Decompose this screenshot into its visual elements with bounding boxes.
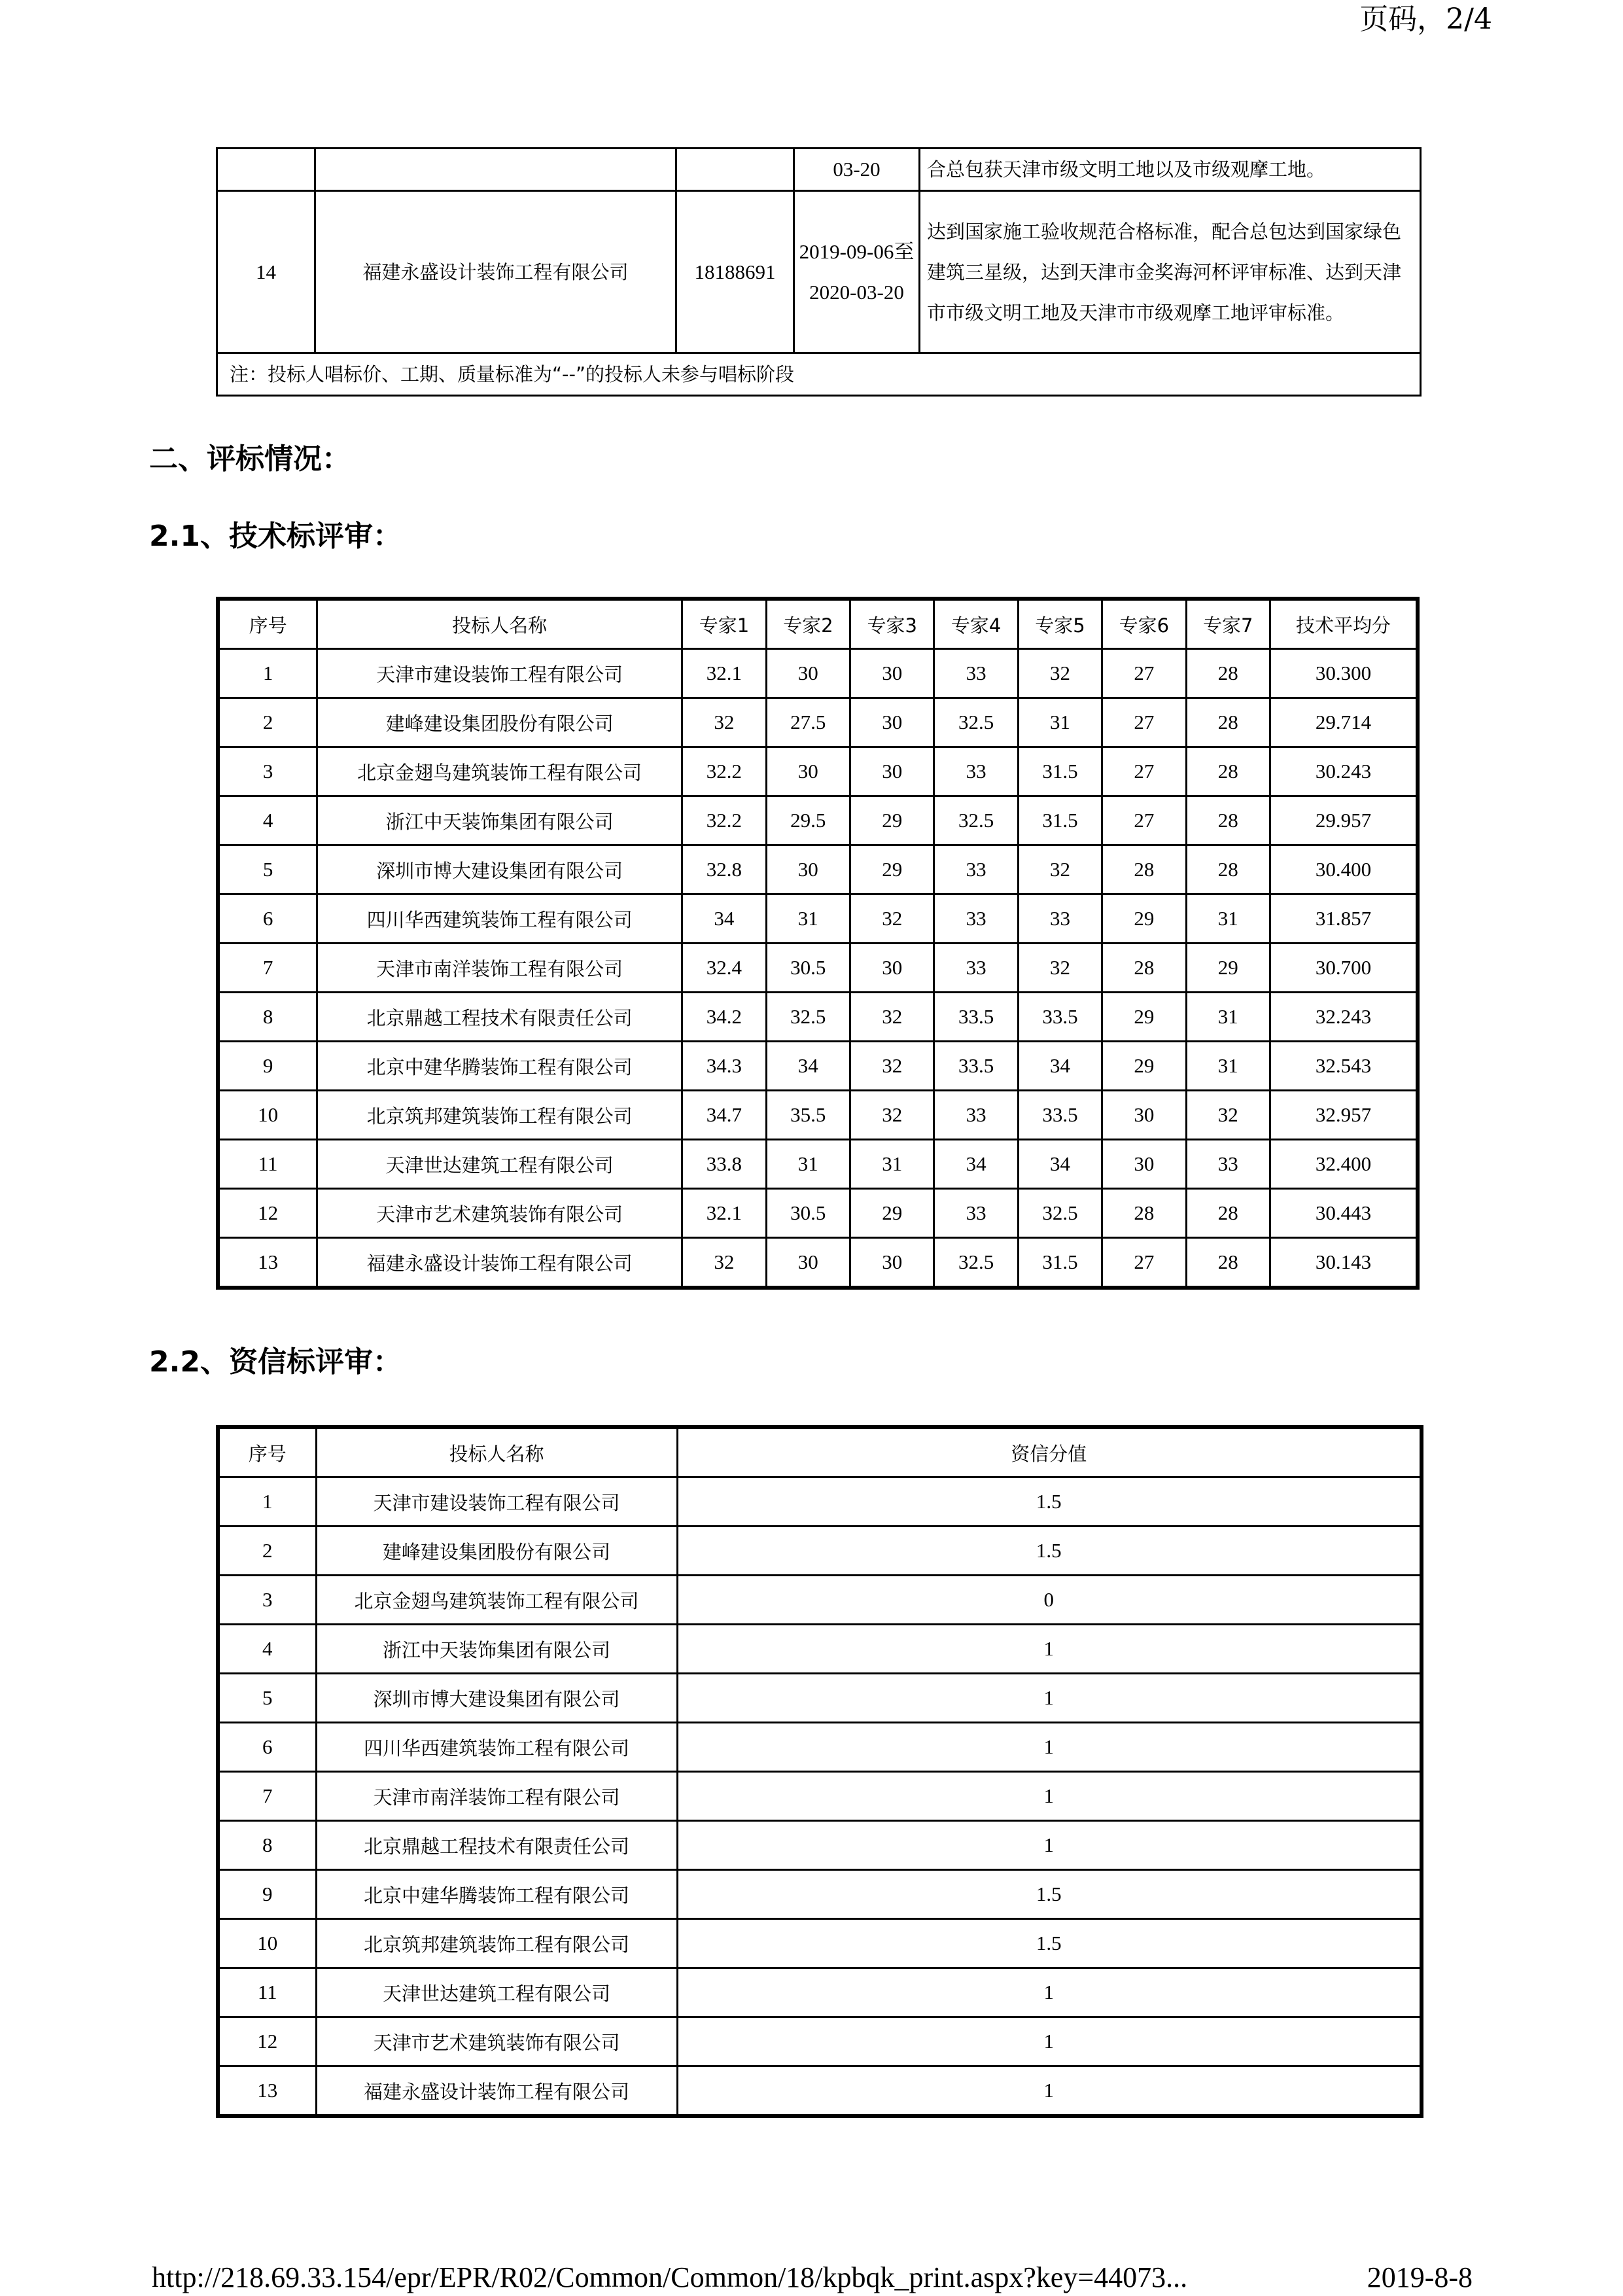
- table-row: [218, 1870, 1422, 1919]
- section-heading-evaluation: 二、评标情况：: [149, 442, 351, 476]
- score-cell: 31.5: [1018, 796, 1102, 845]
- row-index-cell: 7: [218, 1772, 316, 1821]
- score-cell: 28: [1186, 1189, 1270, 1238]
- header-cell: 序号: [218, 1427, 316, 1477]
- row-index-cell: 13: [218, 1238, 317, 1288]
- bidder-name-cell: 北京筑邦建筑装饰工程有限公司: [317, 1091, 682, 1140]
- score-cell: 31: [766, 894, 850, 944]
- score-cell: 31: [1186, 1042, 1270, 1091]
- bidder-name-cell: 天津世达建筑工程有限公司: [316, 1968, 677, 2017]
- score-cell: 32.543: [1270, 1042, 1418, 1091]
- score-cell: 33: [1186, 1140, 1270, 1189]
- bid-period-cell: 2019-09-06至2020-03-20: [794, 191, 920, 353]
- score-cell: 32: [1018, 944, 1102, 993]
- score-cell: 29: [1186, 944, 1270, 993]
- table-row: [218, 1140, 1418, 1189]
- header-cell: 专家4: [934, 599, 1018, 649]
- row-index-cell: 12: [218, 2017, 316, 2066]
- table-row: [218, 698, 1418, 747]
- table-row: [218, 2017, 1422, 2066]
- score-cell: 32: [850, 1091, 934, 1140]
- score-cell: 1: [677, 1723, 1422, 1772]
- bidder-name-cell: 北京金翅鸟建筑装饰工程有限公司: [317, 747, 682, 796]
- score-cell: 32: [850, 894, 934, 944]
- score-cell: 32.1: [682, 649, 766, 698]
- score-cell: 32.2: [682, 747, 766, 796]
- section-heading-credential-review: 2.2、资信标评审：: [149, 1345, 402, 1379]
- score-cell: 33.5: [934, 993, 1018, 1042]
- score-cell: 1: [677, 1772, 1422, 1821]
- table-row: [218, 1625, 1422, 1674]
- score-cell: 30.243: [1270, 747, 1418, 796]
- credential-score-table: [216, 1425, 1423, 2118]
- table-row: [218, 1091, 1418, 1140]
- bidder-name-cell: 天津市艺术建筑装饰有限公司: [316, 2017, 677, 2066]
- score-cell: 1.5: [677, 1919, 1422, 1968]
- table-cell: [315, 149, 676, 191]
- table-row: [218, 1477, 1422, 1527]
- score-cell: 31: [1018, 698, 1102, 747]
- table-row: [218, 747, 1418, 796]
- score-cell: 32.2: [682, 796, 766, 845]
- score-cell: 33.5: [1018, 1091, 1102, 1140]
- score-cell: 30.443: [1270, 1189, 1418, 1238]
- score-cell: 30.5: [766, 944, 850, 993]
- score-cell: 31: [850, 1140, 934, 1189]
- score-cell: 32.5: [934, 698, 1018, 747]
- score-cell: 1.5: [677, 1527, 1422, 1576]
- score-cell: 30: [1102, 1091, 1186, 1140]
- table-row: [218, 1919, 1422, 1968]
- score-cell: 32.8: [682, 845, 766, 894]
- score-cell: 29.957: [1270, 796, 1418, 845]
- bidder-name-cell: 北京金翅鸟建筑装饰工程有限公司: [316, 1576, 677, 1625]
- table-cell: [676, 149, 794, 191]
- page-number: 页码，2/4: [1359, 3, 1492, 36]
- bidder-name-cell: 四川华西建筑装饰工程有限公司: [316, 1723, 677, 1772]
- table-row: [218, 1674, 1422, 1723]
- table-row: [218, 1042, 1418, 1091]
- bidder-name-cell: 北京中建华腾装饰工程有限公司: [316, 1870, 677, 1919]
- row-index-cell: 10: [218, 1919, 316, 1968]
- score-cell: 28: [1102, 1189, 1186, 1238]
- score-cell: 34: [1018, 1042, 1102, 1091]
- technical-score-table: [216, 597, 1420, 1290]
- table-row: [218, 1238, 1418, 1288]
- score-cell: 29.5: [766, 796, 850, 845]
- table-row: [218, 649, 1418, 698]
- quality-standard-cell: 合总包获天津市级文明工地以及市级观摩工地。: [920, 149, 1421, 191]
- table-row: [218, 845, 1418, 894]
- score-cell: 27: [1102, 1238, 1186, 1288]
- bidder-name-cell: 福建永盛设计装饰工程有限公司: [316, 2066, 677, 2117]
- row-index-cell: 14: [217, 191, 315, 353]
- score-cell: 34: [682, 894, 766, 944]
- table-row: [218, 1189, 1418, 1238]
- section-heading-technical-review: 2.1、技术标评审：: [149, 520, 402, 553]
- table-row: [218, 894, 1418, 944]
- score-cell: 32.5: [934, 796, 1018, 845]
- table-row: [218, 1527, 1422, 1576]
- score-cell: 30: [850, 649, 934, 698]
- score-cell: 29.714: [1270, 698, 1418, 747]
- bidder-name-cell: 天津市建设装饰工程有限公司: [317, 649, 682, 698]
- score-cell: 28: [1186, 845, 1270, 894]
- score-cell: 30.143: [1270, 1238, 1418, 1288]
- score-cell: 32.5: [1018, 1189, 1102, 1238]
- row-index-cell: 8: [218, 993, 317, 1042]
- score-cell: 28: [1102, 845, 1186, 894]
- row-index-cell: 2: [218, 1527, 316, 1576]
- score-cell: 34.7: [682, 1091, 766, 1140]
- score-cell: 1: [677, 2066, 1422, 2117]
- score-cell: 30.700: [1270, 944, 1418, 993]
- bidder-name-cell: 天津市艺术建筑装饰有限公司: [317, 1189, 682, 1238]
- table-row: [218, 1772, 1422, 1821]
- score-cell: 32: [1186, 1091, 1270, 1140]
- bid-price-cell: 18188691: [676, 191, 794, 353]
- table-row: [218, 1723, 1422, 1772]
- score-cell: 1: [677, 1674, 1422, 1723]
- table-row: [217, 149, 1421, 191]
- header-cell: 技术平均分: [1270, 599, 1418, 649]
- score-cell: 28: [1186, 1238, 1270, 1288]
- bidder-name-cell: 浙江中天装饰集团有限公司: [316, 1625, 677, 1674]
- score-cell: 33.8: [682, 1140, 766, 1189]
- header-cell: 专家7: [1186, 599, 1270, 649]
- score-cell: 30: [850, 747, 934, 796]
- footer-date: 2019-8-8: [1367, 2261, 1473, 2293]
- score-cell: 27: [1102, 649, 1186, 698]
- score-cell: 30: [766, 649, 850, 698]
- bid-opening-table-continued: [216, 147, 1422, 397]
- row-index-cell: 3: [218, 747, 317, 796]
- score-cell: 33: [934, 845, 1018, 894]
- header-cell: 序号: [218, 599, 317, 649]
- row-index-cell: 8: [218, 1821, 316, 1870]
- score-cell: 34: [1018, 1140, 1102, 1189]
- score-cell: 34.2: [682, 993, 766, 1042]
- score-cell: 27: [1102, 698, 1186, 747]
- score-cell: 33: [934, 649, 1018, 698]
- row-index-cell: 10: [218, 1091, 317, 1140]
- row-index-cell: 7: [218, 944, 317, 993]
- score-cell: 28: [1102, 944, 1186, 993]
- bidder-name-cell: 四川华西建筑装饰工程有限公司: [317, 894, 682, 944]
- table-note: 注：投标人唱标价、工期、质量标准为“--”的投标人未参与唱标阶段: [217, 353, 1421, 396]
- score-cell: 32: [682, 698, 766, 747]
- score-cell: 27: [1102, 796, 1186, 845]
- header-cell: 专家1: [682, 599, 766, 649]
- score-cell: 1: [677, 1968, 1422, 2017]
- row-index-cell: 3: [218, 1576, 316, 1625]
- score-cell: 29: [1102, 1042, 1186, 1091]
- score-cell: 30.300: [1270, 649, 1418, 698]
- score-cell: 28: [1186, 747, 1270, 796]
- score-cell: 32: [1018, 649, 1102, 698]
- header-cell: 专家6: [1102, 599, 1186, 649]
- header-cell: 资信分值: [677, 1427, 1422, 1477]
- bidder-name-cell: 天津市南洋装饰工程有限公司: [316, 1772, 677, 1821]
- score-cell: 30: [850, 1238, 934, 1288]
- score-cell: 32.957: [1270, 1091, 1418, 1140]
- score-cell: 31: [1186, 993, 1270, 1042]
- row-index-cell: 9: [218, 1042, 317, 1091]
- score-cell: 30: [850, 698, 934, 747]
- row-index-cell: 11: [218, 1140, 317, 1189]
- score-cell: 30: [1102, 1140, 1186, 1189]
- score-cell: 31: [766, 1140, 850, 1189]
- score-cell: 32: [1018, 845, 1102, 894]
- row-index-cell: 12: [218, 1189, 317, 1238]
- score-cell: 30: [766, 747, 850, 796]
- score-cell: 31: [1186, 894, 1270, 944]
- row-index-cell: 13: [218, 2066, 316, 2117]
- table-row: [218, 1821, 1422, 1870]
- score-cell: 30.5: [766, 1189, 850, 1238]
- header-cell: 投标人名称: [317, 599, 682, 649]
- bidder-name-cell: 深圳市博大建设集团有限公司: [317, 845, 682, 894]
- score-cell: 33.5: [934, 1042, 1018, 1091]
- bidder-name-cell: 北京中建华腾装饰工程有限公司: [317, 1042, 682, 1091]
- header-cell: 投标人名称: [316, 1427, 677, 1477]
- score-cell: 29: [850, 845, 934, 894]
- score-cell: 32.4: [682, 944, 766, 993]
- score-cell: 31.5: [1018, 1238, 1102, 1288]
- table-row: [217, 191, 1421, 353]
- header-cell: 专家2: [766, 599, 850, 649]
- bidder-name-cell: 深圳市博大建设集团有限公司: [316, 1674, 677, 1723]
- bidder-name-cell: 北京鼎越工程技术有限责任公司: [317, 993, 682, 1042]
- score-cell: 1: [677, 1625, 1422, 1674]
- score-cell: 33: [934, 747, 1018, 796]
- score-cell: 29: [1102, 993, 1186, 1042]
- table-row: [217, 353, 1421, 396]
- header-cell: 专家3: [850, 599, 934, 649]
- score-cell: 30: [850, 944, 934, 993]
- score-cell: 32.1: [682, 1189, 766, 1238]
- score-cell: 30: [766, 845, 850, 894]
- score-cell: 33: [1018, 894, 1102, 944]
- score-cell: 32: [850, 1042, 934, 1091]
- table-header-row: [218, 599, 1418, 649]
- score-cell: 33: [934, 1189, 1018, 1238]
- row-index-cell: 5: [218, 845, 317, 894]
- score-cell: 27: [1102, 747, 1186, 796]
- score-cell: 33: [934, 1091, 1018, 1140]
- row-index-cell: 6: [218, 894, 317, 944]
- bidder-name-cell: 北京鼎越工程技术有限责任公司: [316, 1821, 677, 1870]
- score-cell: 1: [677, 2017, 1422, 2066]
- score-cell: 28: [1186, 698, 1270, 747]
- score-cell: 31.857: [1270, 894, 1418, 944]
- score-cell: 31.5: [1018, 747, 1102, 796]
- row-index-cell: 1: [218, 1477, 316, 1527]
- score-cell: 32: [682, 1238, 766, 1288]
- bidder-name-cell: 福建永盛设计装饰工程有限公司: [315, 191, 676, 353]
- row-index-cell: 4: [218, 796, 317, 845]
- table-row: [218, 1968, 1422, 2017]
- table-header-row: [218, 1427, 1422, 1477]
- row-index-cell: 11: [218, 1968, 316, 2017]
- score-cell: 29: [850, 1189, 934, 1238]
- table-row: [218, 796, 1418, 845]
- score-cell: 34: [766, 1042, 850, 1091]
- score-cell: 28: [1186, 796, 1270, 845]
- row-index-cell: 5: [218, 1674, 316, 1723]
- row-index-cell: 6: [218, 1723, 316, 1772]
- header-cell: 专家5: [1018, 599, 1102, 649]
- score-cell: 1.5: [677, 1477, 1422, 1527]
- bidder-name-cell: 天津市建设装饰工程有限公司: [316, 1477, 677, 1527]
- row-index-cell: 1: [218, 649, 317, 698]
- score-cell: 32: [850, 993, 934, 1042]
- score-cell: 30: [766, 1238, 850, 1288]
- score-cell: 34: [934, 1140, 1018, 1189]
- score-cell: 32.5: [766, 993, 850, 1042]
- table-cell: [217, 149, 315, 191]
- score-cell: 1.5: [677, 1870, 1422, 1919]
- quality-standard-cell: 达到国家施工验收规范合格标准，配合总包达到国家绿色建筑三星级，达到天津市金奖海河杯评审标准、达到天津市市级文明工地及天津市市级观摩工地评审标准。: [920, 191, 1421, 353]
- score-cell: 29: [1102, 894, 1186, 944]
- row-index-cell: 2: [218, 698, 317, 747]
- score-cell: 27.5: [766, 698, 850, 747]
- score-cell: 33.5: [1018, 993, 1102, 1042]
- score-cell: 1: [677, 1821, 1422, 1870]
- bidder-name-cell: 天津市南洋装饰工程有限公司: [317, 944, 682, 993]
- score-cell: 33: [934, 944, 1018, 993]
- score-cell: 33: [934, 894, 1018, 944]
- bidder-name-cell: 浙江中天装饰集团有限公司: [317, 796, 682, 845]
- table-row: [218, 944, 1418, 993]
- bidder-name-cell: 建峰建设集团股份有限公司: [316, 1527, 677, 1576]
- score-cell: 32.5: [934, 1238, 1018, 1288]
- footer-url: http://218.69.33.154/epr/EPR/R02/Common/Common/18/kpbqk_print.aspx?key=44073...: [152, 2261, 1188, 2293]
- score-cell: 32.400: [1270, 1140, 1418, 1189]
- bidder-name-cell: 建峰建设集团股份有限公司: [317, 698, 682, 747]
- table-row: [218, 993, 1418, 1042]
- bidder-name-cell: 北京筑邦建筑装饰工程有限公司: [316, 1919, 677, 1968]
- bid-period-cell: 03-20: [794, 149, 920, 191]
- score-cell: 35.5: [766, 1091, 850, 1140]
- bidder-name-cell: 福建永盛设计装饰工程有限公司: [317, 1238, 682, 1288]
- bidder-name-cell: 天津世达建筑工程有限公司: [317, 1140, 682, 1189]
- score-cell: 30.400: [1270, 845, 1418, 894]
- score-cell: 34.3: [682, 1042, 766, 1091]
- score-cell: 28: [1186, 649, 1270, 698]
- row-index-cell: 9: [218, 1870, 316, 1919]
- table-row: [218, 1576, 1422, 1625]
- table-row: [218, 2066, 1422, 2117]
- score-cell: 32.243: [1270, 993, 1418, 1042]
- row-index-cell: 4: [218, 1625, 316, 1674]
- score-cell: 29: [850, 796, 934, 845]
- score-cell: 0: [677, 1576, 1422, 1625]
